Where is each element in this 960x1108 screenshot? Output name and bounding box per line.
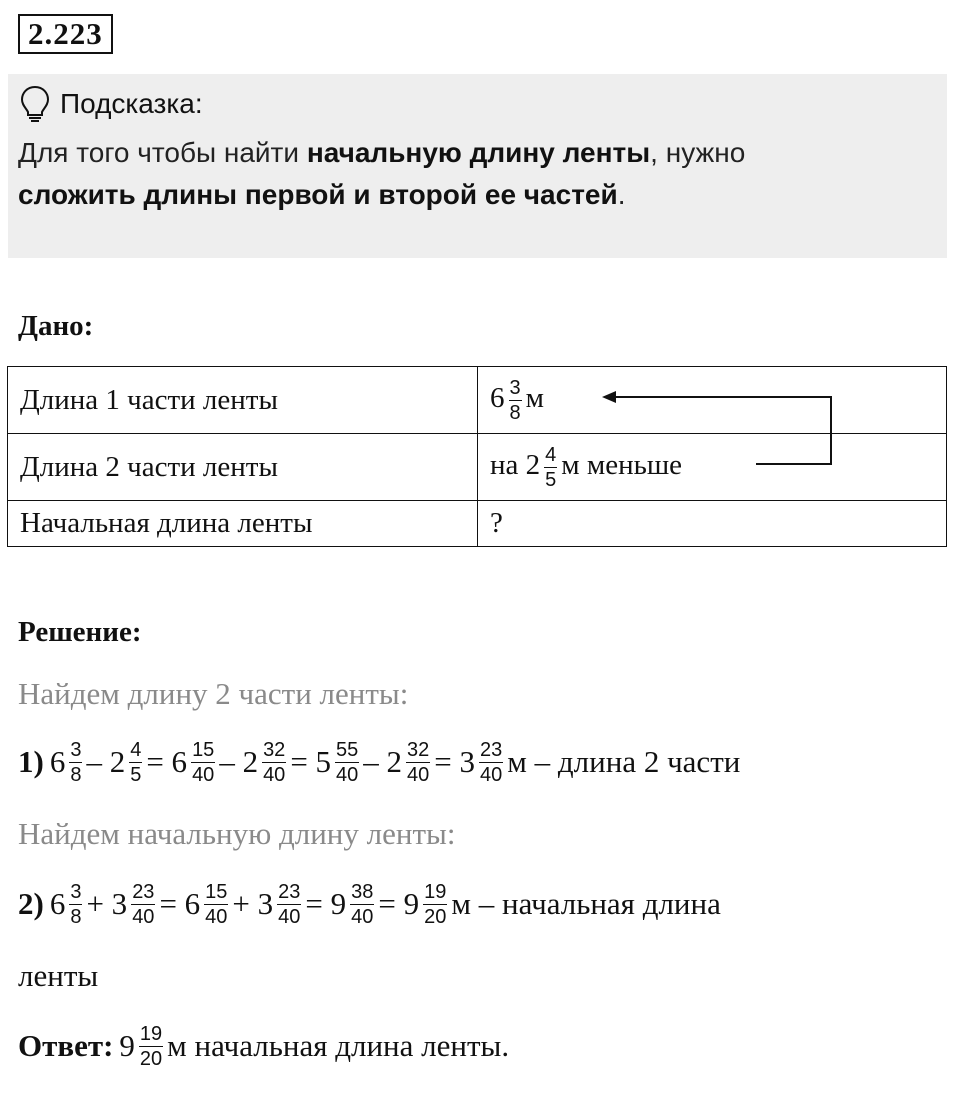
s2-f1d: 8 (70, 905, 82, 928)
s1-op2: – 2 (219, 744, 259, 779)
row2-pre: на 2 (490, 448, 541, 481)
answer-whole: 9 (119, 1028, 135, 1063)
s2-eq1: = 6 (159, 886, 201, 921)
s2-frac2 (131, 882, 155, 927)
step2-equation (18, 876, 721, 932)
s1-op3: – 2 (363, 744, 403, 779)
table-row (8, 501, 947, 547)
s1-f2d: 5 (130, 763, 142, 786)
given-label: Дано: (18, 310, 94, 342)
s2-tail: м – начальная длина (451, 886, 721, 921)
s2-f6d: 20 (424, 905, 447, 928)
s2-op1: + 3 (86, 886, 128, 921)
problem-number: 2.223 (18, 14, 113, 54)
s1-f4d: 40 (263, 763, 286, 786)
s1-tail: м – длина 2 части (507, 744, 741, 779)
row1-unit: м (525, 381, 544, 414)
s2-op2: + 3 (232, 886, 274, 921)
table-row (8, 367, 947, 434)
row3-value: ? (478, 501, 947, 547)
s1-eq3: = 3 (434, 744, 476, 779)
s1-frac5 (335, 740, 359, 785)
step2-tail-continuation: ленты (18, 958, 99, 993)
step1-equation (18, 734, 740, 790)
s2-f6n: 19 (424, 880, 447, 903)
s1-frac7 (479, 740, 503, 785)
table-row (8, 434, 947, 501)
s1-f5n: 55 (336, 738, 359, 761)
row2-name: Длина 2 части ленты (8, 434, 478, 501)
row1-den: 8 (509, 401, 521, 424)
s1-frac3 (191, 740, 215, 785)
s2-f3d: 40 (205, 905, 228, 928)
step2-text: Найдем начальную длину ленты: (18, 816, 456, 851)
hint-line2-bold: сложить длины первой и второй ее частей (18, 179, 618, 210)
s1-frac1 (69, 740, 82, 785)
hint-line1-bold: начальную длину ленты (306, 137, 651, 168)
s1-f1d: 8 (70, 763, 82, 786)
lightbulb-icon (20, 85, 50, 123)
s1-f4n: 32 (263, 738, 286, 761)
step1-marker: 1) (18, 744, 44, 779)
row1-fraction (509, 378, 522, 423)
hint-line1-post: , нужно (650, 137, 746, 168)
s1-op1: – 2 (86, 744, 126, 779)
s1-eq1: = 6 (146, 744, 188, 779)
row1-whole: 6 (490, 381, 505, 414)
row2-value (478, 434, 947, 501)
s1-f1n: 3 (70, 738, 82, 761)
row3-name: Начальная длина ленты (8, 501, 478, 547)
s2-frac6 (423, 882, 447, 927)
s1-f7d: 40 (480, 763, 503, 786)
step1-text: Найдем длину 2 части ленты: (18, 676, 409, 711)
s2-f1n: 3 (70, 880, 82, 903)
hint-title: Подсказка: (60, 88, 203, 119)
s2-frac1 (69, 882, 82, 927)
row2-num: 4 (545, 443, 557, 466)
s1-f2n: 4 (130, 738, 142, 761)
s1-term: 6 (49, 744, 66, 779)
answer-line (18, 1018, 509, 1074)
answer-num: 19 (139, 1022, 163, 1045)
s2-f5d: 40 (351, 905, 374, 928)
s2-frac3 (204, 882, 228, 927)
hint-line1-pre: Для того чтобы найти (18, 137, 307, 168)
s1-f7n: 23 (480, 738, 503, 761)
s2-frac5 (350, 882, 374, 927)
s1-frac4 (262, 740, 286, 785)
step2-marker: 2) (18, 886, 44, 921)
s2-f3n: 15 (205, 880, 228, 903)
s1-eq2: = 5 (290, 744, 332, 779)
s2-frac4 (277, 882, 301, 927)
answer-fraction (139, 1024, 163, 1069)
s2-f2n: 23 (132, 880, 155, 903)
row2-post: м меньше (561, 448, 683, 481)
hint-header (20, 84, 203, 124)
given-table (7, 366, 947, 547)
row1-value (478, 367, 947, 434)
s1-frac2 (129, 740, 142, 785)
hint-line2-post: . (617, 179, 626, 210)
s2-eq3: = 9 (378, 886, 420, 921)
answer-text: м начальная длина ленты. (167, 1028, 510, 1063)
row2-fraction (544, 445, 557, 490)
s1-f3d: 40 (192, 763, 215, 786)
row1-name: Длина 1 части ленты (8, 367, 478, 434)
s2-term: 6 (49, 886, 66, 921)
s2-eq2: = 9 (305, 886, 347, 921)
row1-num: 3 (509, 376, 521, 399)
answer-den: 20 (139, 1047, 163, 1070)
s2-f4n: 23 (278, 880, 301, 903)
s2-f5n: 38 (351, 880, 374, 903)
s1-f5d: 40 (336, 763, 359, 786)
answer-label: Ответ: (18, 1028, 114, 1063)
solution-label: Решение: (18, 616, 142, 648)
s1-f6d: 40 (407, 763, 430, 786)
s1-frac6 (406, 740, 430, 785)
s1-f3n: 15 (192, 738, 215, 761)
hint-box (8, 74, 947, 258)
row2-den: 5 (545, 468, 557, 491)
s2-f2d: 40 (132, 905, 155, 928)
s1-f6n: 32 (407, 738, 430, 761)
hint-text (18, 132, 928, 216)
s2-f4d: 40 (278, 905, 301, 928)
